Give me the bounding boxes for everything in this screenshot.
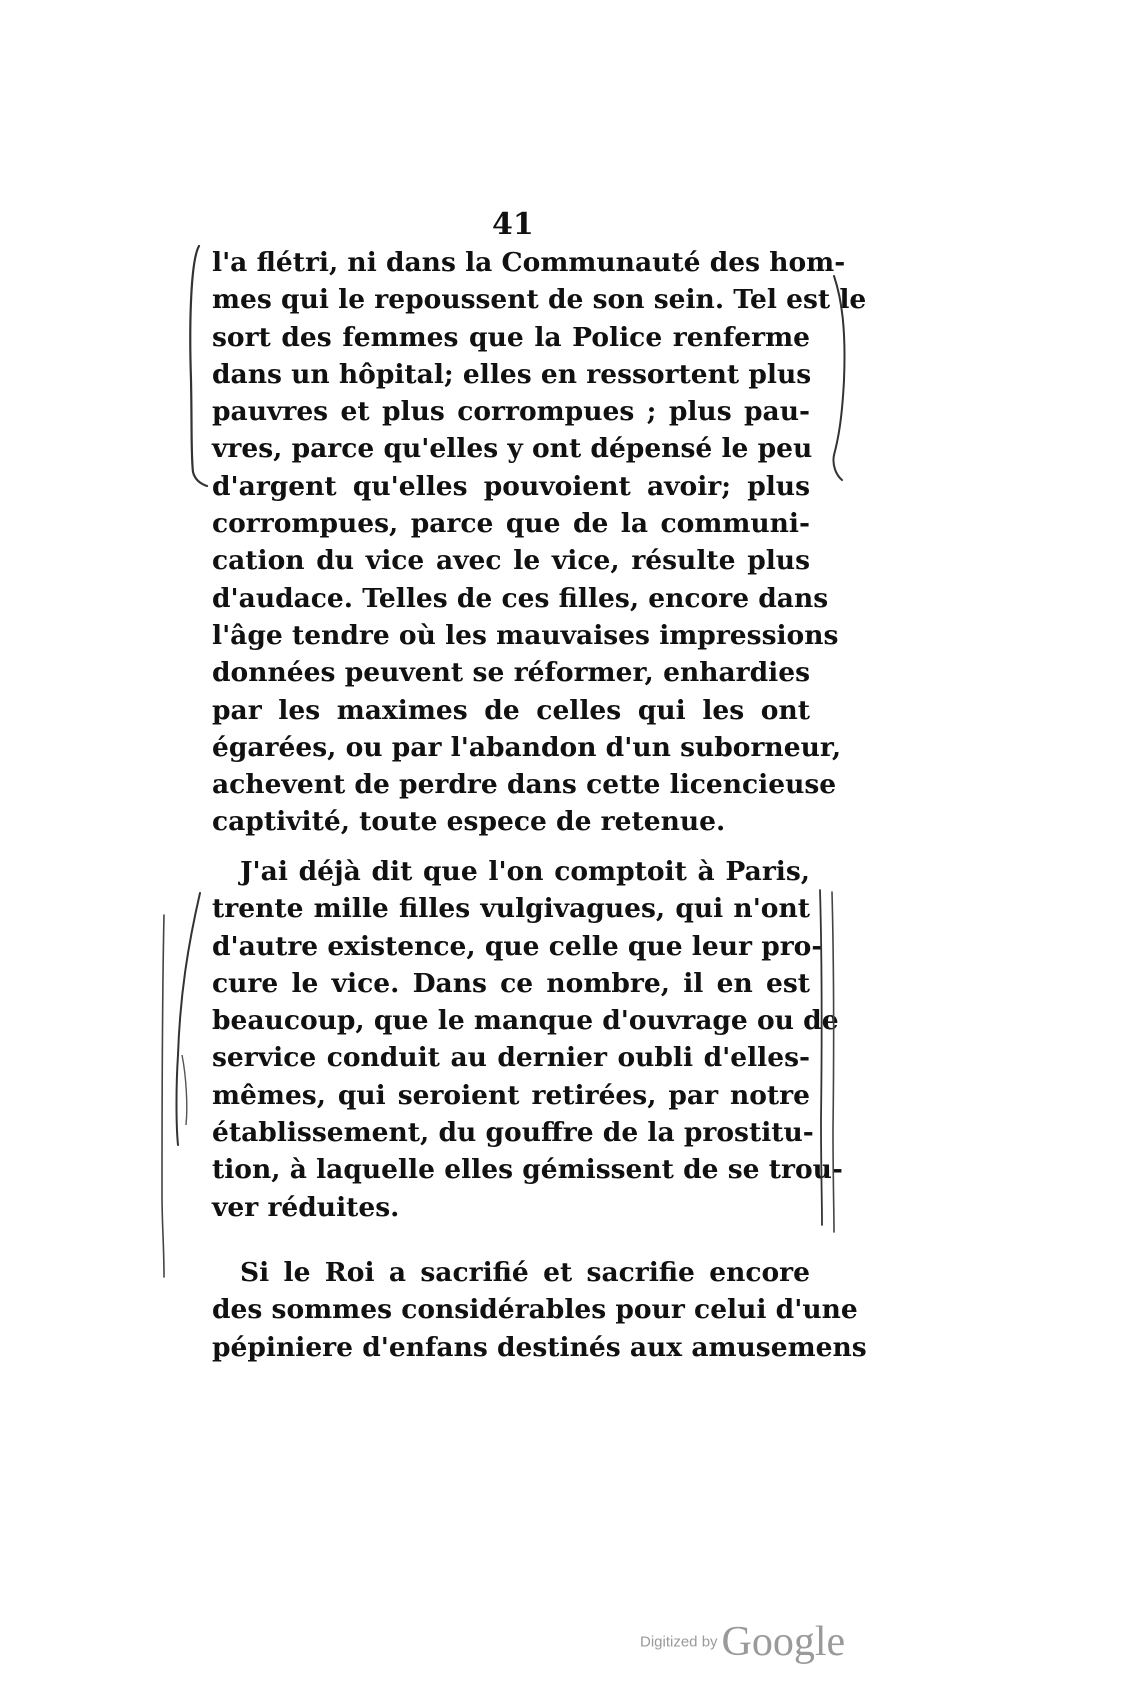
text-line: vres, parce qu'elles y ont dépensé le peu [212,433,813,465]
paragraph-text [212,244,867,841]
text-line: beaucoup, que le manque d'ouvrage ou de [212,1005,839,1037]
watermark-prefix: Digitized by [640,1633,718,1651]
text-line: cure le vice. Dans ce nombre, il en est [212,967,810,999]
paragraph-2 [212,853,843,1226]
digitized-watermark [640,1618,845,1666]
text-line: pauvres et plus corrompues ; plus pau- [212,396,810,428]
paragraph-3 [212,1254,867,1366]
text-line: égarées, ou par l'abandon d'un suborneur, [212,731,842,763]
pencil-bracket-right-bottom [812,880,846,1240]
text-line: corrompues, parce que de la communi- [212,508,810,540]
text-line: dans un hôpital; elles en ressortent plus [212,358,812,390]
text-line: données peuvent se réformer, enhardies [212,657,810,689]
text-line: ver réduites. [212,1191,400,1223]
text-line: trente mille filles vulgivagues, qui n'ont [212,893,810,925]
text-line: tion, à laquelle elles gémissent de se trou- [212,1154,843,1186]
pencil-bracket-left-bottom [158,885,214,1285]
watermark-brand: Google [721,1619,846,1665]
text-line: par les maximes de celles qui les ont [212,694,810,726]
text-line: l'âge tendre où les mauvaises impressions [212,619,839,651]
text-line: captivité, toute espece de retenue. [212,806,726,838]
text-line: sort des femmes que la Police renferme [212,321,810,353]
text-line: mêmes, qui seroient retirées, par notre [212,1079,810,1111]
text-line: d'audace. Telles de ces filles, encore dans [212,582,829,614]
text-line: d'argent qu'elles pouvoient avoir; plus [212,470,810,502]
pencil-bracket-left-top [185,240,219,490]
text-line: J'ai déjà dit que l'on comptoit à Paris, [240,856,810,887]
pencil-bracket-right-top [822,270,858,500]
text-line: établissement, du gouffre de la prostitu- [212,1117,814,1149]
text-line: mes qui le repoussent de son sein. Tel est le [212,284,867,316]
paragraph-1 [212,244,867,841]
text-line: pépiniere d'enfans destinés aux amusemens [212,1331,867,1363]
page-number: 41 [492,207,534,242]
text-line: des sommes considérables pour celui d'une [212,1294,858,1326]
text-line: Si le Roi a sacrifié et sacrifie encore [240,1257,810,1288]
text-line: l'a flétri, ni dans la Communauté des hom- [212,247,846,278]
text-line: d'autre existence, que celle que leur pro- [212,930,823,962]
paragraph-text [212,1254,867,1366]
text-line: achevent de perdre dans cette licencieuse [212,769,837,801]
text-line: service conduit au dernier oubli d'elles- [212,1042,810,1074]
text-line: cation du vice avec le vice, résulte plus [212,545,810,577]
paragraph-text [212,853,843,1226]
